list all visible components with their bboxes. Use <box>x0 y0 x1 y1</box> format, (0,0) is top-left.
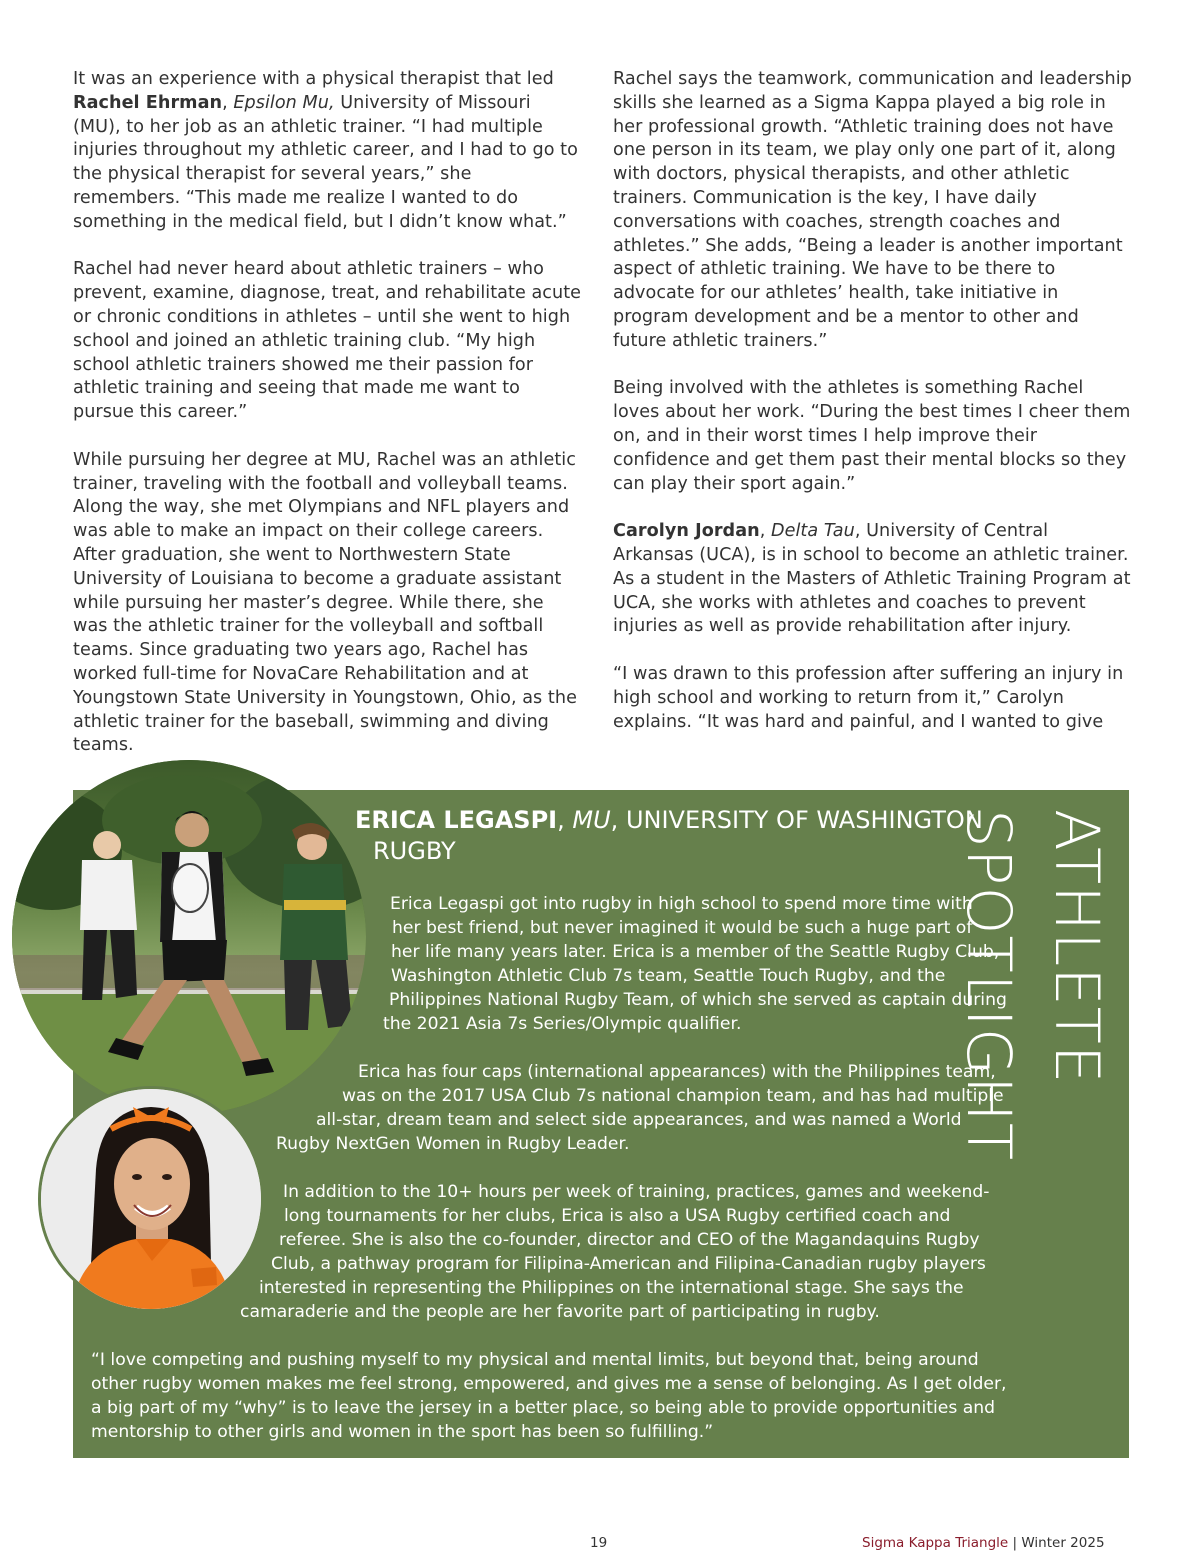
article-column-right <box>613 68 1133 758</box>
spotlight-para1-line: Washington Athletic Club 7s team, Seattle Touch Rugby, and the <box>391 966 946 986</box>
athlete-name: ERICA LEGASPI <box>355 806 558 834</box>
paragraph-teamwork: Rachel says the teamwork, communication and leadership skills she learned as a Sigma Kappa played a big role in her professional growth. “Athletic training does not have one person in its team, we play only one part of it, along with doctors, physical therapists, and other athletic trainers. Communication is the key, I have daily conversations with coaches, strength coaches and athletes.” She adds, “Being a leader is another important aspect of athletic training. We have to be there to advocate for our athletes’ health, take initiative in program development and be a mentor to other and future athletic trainers.” <box>613 69 1132 351</box>
spotlight-para1-line: the 2021 Asia 7s Series/Olympic qualifier. <box>383 1014 742 1034</box>
athlete-portrait-photo <box>38 1086 264 1312</box>
paragraph-rachel-intro: It was an experience with a physical therapist that led Rachel Ehrman, Epsilon Mu, University of Missouri (MU), to her job as an athletic trainer. “I had multiple injuries throughout my athletic career, and I had to go to the physical therapist for several years,” she remembers. “This made me realize I wanted to do something in the medical field, but I didn’t know what.” <box>73 69 578 232</box>
spotlight-para1-line: Erica Legaspi got into rugby in high school to spend more time with <box>390 894 973 914</box>
footer-separator: | <box>1012 1535 1018 1551</box>
spotlight-para2-line: Rugby NextGen Women in Rugby Leader. <box>276 1134 630 1154</box>
spotlight-para1-line: her best friend, but never imagined it would be such a huge part of <box>392 918 973 938</box>
athlete-spotlight-title: ATHLETE SPOTLIGHT <box>953 809 1112 1162</box>
spotlight-quote-line: a big part of my “why” is to leave the jersey in a better place, so being able to provide opportunities and <box>91 1398 996 1418</box>
athlete-sport: RUGBY <box>373 837 456 865</box>
spotlight-quote-line: other rugby women makes me feel strong, empowered, and gives me a sense of belonging. As I get older, <box>91 1374 1007 1394</box>
spotlight-quote-line: mentorship to other girls and women in the sport has been so fulfilling.” <box>91 1422 714 1442</box>
spotlight-para2-line: was on the 2017 USA Club 7s national champion team, and has had multiple <box>342 1086 1004 1106</box>
spotlight-para3-line: camaraderie and the people are her favorite part of participating in rugby. <box>240 1302 880 1322</box>
athlete-school: UNIVERSITY OF WASHINGTON <box>625 806 983 834</box>
person-name-carolyn: Carolyn Jordan <box>613 521 760 542</box>
person-name-rachel: Rachel Ehrman <box>73 92 223 113</box>
magazine-title: Sigma Kappa Triangle <box>862 1535 1009 1551</box>
spotlight-para3-line: In addition to the 10+ hours per week of training, practices, games and weekend- <box>283 1182 990 1202</box>
text-run: It was an experience with a physical therapist that led <box>73 69 554 89</box>
paragraph-carolyn-quote: “I was drawn to this profession after suffering an injury in high school and working to return from it,” Carolyn explains. “It was hard and painful, and I wanted to give <box>613 663 1124 732</box>
spotlight-heading: ERICA LEGASPI, MU, UNIVERSITY OF WASHINGTON RUGBY <box>355 806 983 865</box>
paragraph-athletic-trainers: Rachel had never heard about athletic trainers – who prevent, examine, diagnose, treat, and rehabilitate acute or chronic conditions in athletes – until she went to high school and joined an athletic training club. “My high school athletic trainers showed me their passion for athletic training and seeing that made me want to pursue this career.” <box>73 259 582 423</box>
paragraph-rachel-career: While pursuing her degree at MU, Rachel was an athletic trainer, traveling with the football and volleyball teams. Along the way, she met Olympians and NFL players and was able to make an impact on their college careers. After graduation, she went to Northwestern State University of Louisiana to become a graduate assistant while pursuing her master’s degree. While there, she was the athletic trainer for the volleyball and softball teams. Since graduating two years ago, Rachel has worked full-time for NovaCare Rehabilitation and at Youngstown State University in Youngstown, Ohio, as the athletic trainer for the baseball, swimming and diving teams. <box>73 449 577 756</box>
page-number: 19 <box>590 1535 608 1551</box>
spotlight-quote-line: “I love competing and pushing myself to my physical and mental limits, but beyond that, being around <box>91 1350 979 1370</box>
spotlight-para2-line: Erica has four caps (international appearances) with the Philippines team, <box>358 1062 996 1082</box>
chapter-name: Delta Tau <box>771 521 855 542</box>
spotlight-para3-line: referee. She is also the co-founder, director and CEO of the Magandaquins Rugby <box>279 1230 980 1250</box>
spotlight-para1-line: Philippines National Rugby Team, of which she served as captain during <box>389 990 1007 1010</box>
spotlight-para3-line: long tournaments for her clubs, Erica is also a USA Rugby certified coach and <box>284 1206 951 1226</box>
chapter-name: Epsilon Mu, <box>233 92 335 113</box>
paragraph-involvement: Being involved with the athletes is something Rachel loves about her work. “During the best times I cheer them on, and in their worst times I help improve their confidence and get them past their mental blocks so they can play their sport again.” <box>613 378 1131 494</box>
text-run: , University of Central Arkansas (UCA), is in school to become an athletic trainer. As a student in the Masters of Athletic Training Program at UCA, she works with athletes and coaches to prevent injuries as well as provide rehabilitation after injury. <box>613 521 1131 637</box>
article-column-left <box>73 68 583 782</box>
issue-date: Winter 2025 <box>1021 1535 1105 1551</box>
spotlight-para1-line: her life many years later. Erica is a member of the Seattle Rugby Club, <box>391 942 1000 962</box>
athlete-chapter: MU <box>572 806 611 834</box>
spotlight-para2-line: all-star, dream team and select side appearances, and was named a World <box>316 1110 962 1130</box>
text-run: University of Missouri (MU), to her job as an athletic trainer. “I had multiple injuries throughout my athletic career, and I had to go to the physical therapist for several years,” she remembers. “This made me realize I wanted to do something in the medical field, but I didn’t know what.” <box>73 92 578 232</box>
spotlight-para3-line: Club, a pathway program for Filipina-American and Filipina-Canadian rugby players <box>271 1254 986 1274</box>
publication-footer <box>862 1535 1105 1551</box>
spotlight-para3-line: interested in representing the Philippines on the international stage. She says the <box>259 1278 964 1298</box>
paragraph-carolyn-intro: Carolyn Jordan, Delta Tau, University of Central Arkansas (UCA), is in school to become an athletic trainer. As a student in the Masters of Athletic Training Program at UCA, she works with athletes and coaches to prevent injuries as well as provide rehabilitation after injury. <box>613 521 1131 637</box>
rugby-action-photo <box>12 760 366 1114</box>
